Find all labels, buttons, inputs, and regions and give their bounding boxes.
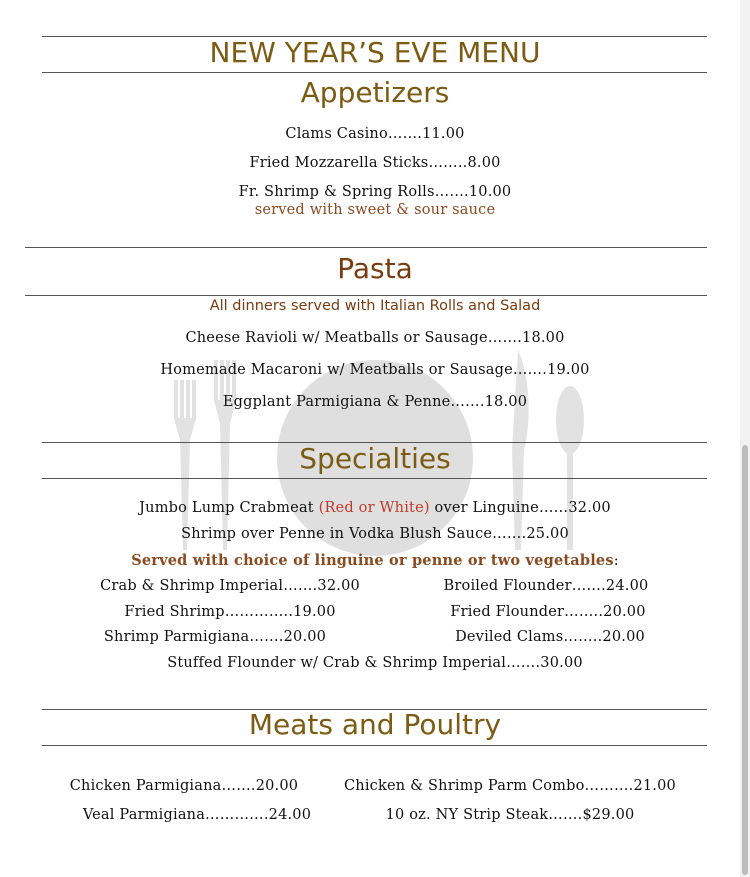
pasta-bottom-rule xyxy=(25,295,707,296)
specialty-left-item: Crab & Shrimp Imperial…….32.00 xyxy=(100,578,360,594)
specialties-bottom-rule xyxy=(42,478,707,479)
served-with-note xyxy=(0,552,750,569)
served-with-colon: : xyxy=(613,553,619,569)
stuffed-flounder-item: Stuffed Flounder w/ Crab & Shrimp Imperial…….30.00 xyxy=(167,655,583,671)
meats-heading: Meats and Poultry xyxy=(248,708,502,741)
specialty-right-item: Broiled Flounder…….24.00 xyxy=(443,578,649,594)
appetizer-item: Clams Casino…….11.00 xyxy=(285,126,465,142)
appetizer-item: Fried Mozzarella Sticks……..8.00 xyxy=(249,155,501,171)
meat-left-item: Veal Parmigiana………….24.00 xyxy=(82,807,312,823)
specialty-left-item: Fried Shrimp…………..19.00 xyxy=(124,604,336,620)
appetizer-item: Fr. Shrimp & Spring Rolls…….10.00 xyxy=(238,184,512,200)
pasta-item: Homemade Macaroni w/ Meatballs or Sausage…….19.00 xyxy=(160,362,590,378)
specialty-right-item: Deviled Clams……..20.00 xyxy=(455,629,645,645)
pasta-item: Cheese Ravioli w/ Meatballs or Sausage…….18.00 xyxy=(185,330,565,346)
pasta-top-rule xyxy=(25,247,707,248)
crab-highlight: (Red or White) xyxy=(318,500,430,516)
appetizers-heading: Appetizers xyxy=(300,76,450,109)
crabmeat-item xyxy=(0,500,750,516)
crab-prefix: Jumbo Lump Crabmeat xyxy=(139,500,319,516)
specialty-right-item: Fried Flounder……..20.00 xyxy=(450,604,646,620)
scrollbar-thumb[interactable] xyxy=(742,445,748,875)
meat-right-item: Chicken & Shrimp Parm Combo……….21.00 xyxy=(344,778,676,794)
meats-bottom-rule xyxy=(42,745,707,746)
appetizer-note: served with sweet & sour sauce xyxy=(254,202,496,218)
specialty-left-item: Shrimp Parmigiana…….20.00 xyxy=(103,629,327,645)
header-bottom-rule xyxy=(42,72,707,73)
meat-left-item: Chicken Parmigiana…….20.00 xyxy=(69,778,299,794)
meat-right-item: 10 oz. NY Strip Steak…….$29.00 xyxy=(385,807,635,823)
shrimp-penne-item: Shrimp over Penne in Vodka Blush Sauce…….25.00 xyxy=(181,526,569,542)
served-with-text: Served with choice of linguine or penne or two vegetables xyxy=(131,552,614,569)
pasta-item: Eggplant Parmigiana & Penne…….18.00 xyxy=(222,394,528,410)
specialties-heading: Specialties xyxy=(299,442,451,475)
crab-suffix: over Linguine……32.00 xyxy=(429,500,611,516)
pasta-subtitle: All dinners served with Italian Rolls and Salad xyxy=(209,298,541,314)
menu-title: NEW YEAR’S EVE MENU xyxy=(209,36,541,69)
pasta-heading: Pasta xyxy=(337,252,413,285)
